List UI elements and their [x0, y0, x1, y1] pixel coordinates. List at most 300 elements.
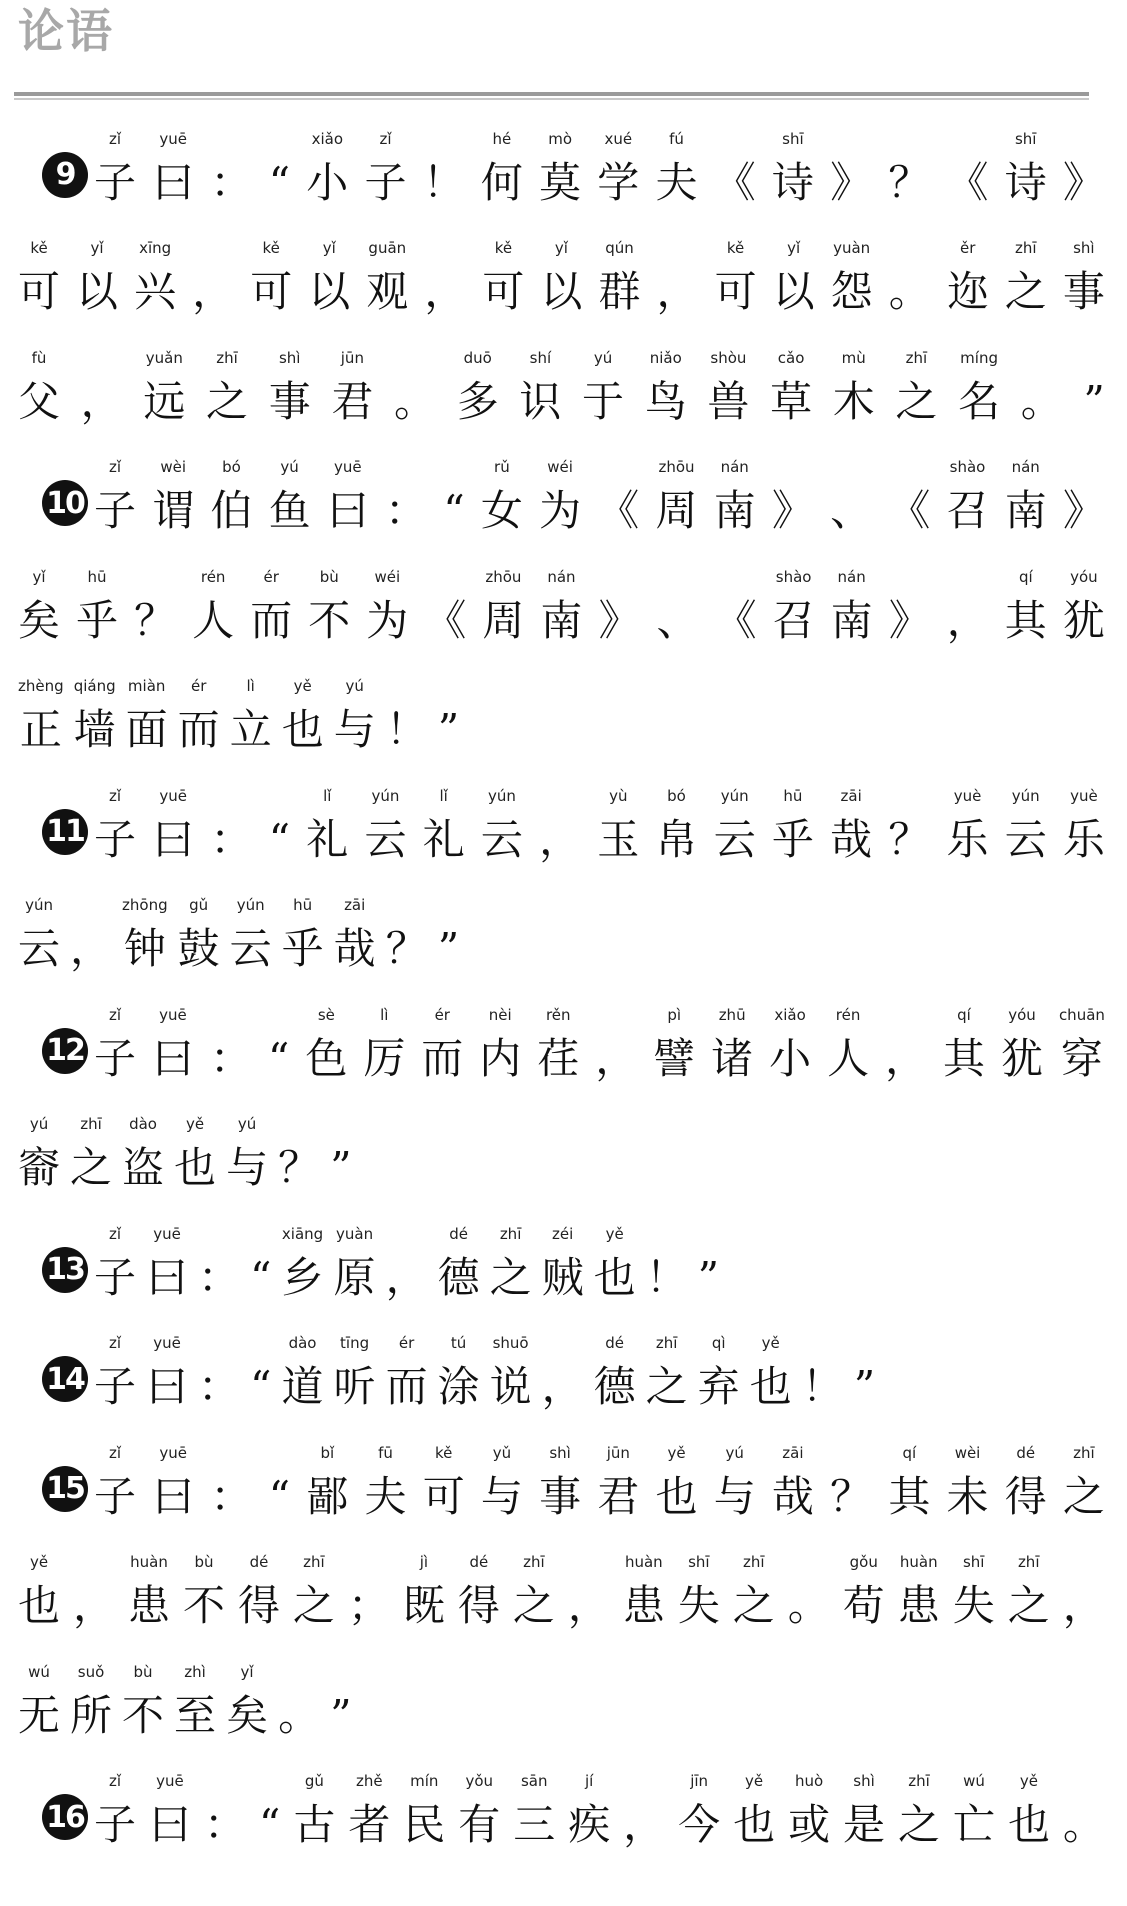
pinyin: bù: [194, 1553, 214, 1571]
character-with-pinyin: [482, 567, 525, 645]
pinyin: zhī: [303, 1553, 325, 1571]
hanzi: 是: [843, 1800, 886, 1849]
punctuation: 》: [771, 486, 814, 535]
hanzi: 亡: [952, 1800, 995, 1849]
hanzi: 识: [519, 376, 562, 426]
pinyin: nán: [837, 567, 866, 586]
punctuation: ！: [645, 1252, 688, 1302]
hanzi: 鄙: [306, 1471, 349, 1521]
character-with-pinyin: [237, 1553, 280, 1630]
character-with-pinyin: [827, 1005, 870, 1083]
hanzi: 南: [1004, 486, 1047, 535]
hanzi: 面: [125, 705, 168, 754]
pinyin: jūn: [606, 1443, 630, 1462]
pinyin: yóu: [1070, 567, 1098, 586]
pinyin: kě: [494, 239, 513, 257]
pinyin: zāi: [782, 1443, 804, 1462]
pinyin: shòu: [710, 348, 747, 367]
pinyin: qún: [605, 239, 634, 257]
pinyin: zhī: [1073, 1443, 1095, 1462]
pinyin: zhī: [905, 348, 928, 367]
pinyin: bǐ: [320, 1443, 335, 1462]
pinyin: zāi: [840, 786, 862, 805]
hanzi: 听: [333, 1362, 376, 1411]
hanzi: 不: [182, 1581, 225, 1630]
pinyin: bó: [667, 786, 686, 805]
character-with-pinyin: [127, 1553, 170, 1630]
punctuation: ？: [830, 1471, 873, 1521]
pinyin: xiǎo: [311, 129, 343, 148]
passage-11: [0, 765, 1127, 984]
character-with-pinyin: [770, 348, 813, 426]
character-with-pinyin: [94, 1224, 137, 1302]
hanzi: 可: [18, 267, 61, 316]
hanzi: 事: [1062, 267, 1105, 316]
hanzi: 内: [479, 1033, 522, 1083]
character-with-pinyin: [898, 1772, 941, 1849]
passage-number-badge: 14: [42, 1356, 88, 1402]
hanzi: 之: [489, 1252, 532, 1302]
character-with-pinyin: [771, 786, 814, 864]
pinyin: dé: [449, 1224, 468, 1243]
punctuation: ，: [595, 1033, 638, 1083]
character-with-pinyin: [946, 458, 989, 535]
character-with-pinyin: [94, 1443, 137, 1521]
pinyin: yù: [609, 786, 628, 805]
character-with-pinyin: [364, 129, 407, 207]
pinyin: mù: [841, 348, 866, 367]
hanzi: 德: [593, 1362, 636, 1411]
character-with-pinyin: [480, 129, 523, 207]
hanzi: 迩: [946, 267, 989, 316]
pinyin: yuàn: [833, 239, 871, 257]
character-with-pinyin: [1004, 567, 1047, 645]
character-with-pinyin: [226, 1662, 269, 1740]
pinyin: zhī: [1017, 1553, 1040, 1571]
character-with-pinyin: [94, 1334, 137, 1411]
hanzi: 召: [946, 486, 989, 535]
punctuation: “: [267, 1033, 290, 1083]
character-with-pinyin: [519, 348, 562, 426]
character-with-pinyin: [1062, 786, 1105, 864]
hanzi: 云: [713, 814, 756, 864]
punctuation: 。: [394, 376, 437, 426]
punctuation: ！: [801, 1362, 844, 1411]
pinyin: nèi: [488, 1005, 512, 1024]
character-with-pinyin: [593, 1224, 636, 1302]
pinyin: zhèng: [18, 677, 64, 695]
character-with-pinyin: [677, 1553, 720, 1630]
hanzi: 之: [1004, 267, 1047, 316]
hanzi: 观: [366, 267, 409, 316]
pinyin: yún: [1011, 786, 1040, 805]
pinyin: sān: [520, 1772, 548, 1790]
hanzi: 之: [1007, 1581, 1050, 1630]
character-with-pinyin: [177, 677, 220, 754]
hanzi: 鼓: [177, 924, 220, 973]
hanzi: 子: [94, 814, 137, 864]
text-line: [0, 1751, 1127, 1861]
pinyin: zhī: [80, 1115, 102, 1133]
character-with-pinyin: [366, 239, 409, 316]
pinyin: zǐ: [108, 1443, 122, 1462]
hanzi: 哉: [333, 924, 376, 973]
pinyin: bó: [222, 458, 241, 476]
hanzi: 可: [250, 267, 293, 316]
pinyin: yuē: [153, 1224, 181, 1243]
pinyin: yě: [293, 677, 312, 695]
punctuation: 《: [946, 157, 989, 207]
punctuation: ，: [72, 1581, 115, 1630]
hanzi: 与: [226, 1143, 269, 1192]
line-text: [18, 239, 1127, 316]
punctuation: 》: [598, 595, 641, 645]
pinyin: yuē: [334, 458, 362, 476]
pinyin: yě: [186, 1115, 205, 1133]
pinyin: kě: [726, 239, 745, 257]
character-with-pinyin: [250, 567, 293, 645]
character-with-pinyin: [174, 1662, 217, 1740]
character-with-pinyin: [943, 1005, 986, 1083]
pinyin: bù: [319, 567, 339, 586]
punctuation: ：: [203, 1800, 246, 1849]
hanzi: 色: [305, 1033, 348, 1083]
pinyin: yǐ: [322, 239, 336, 257]
character-with-pinyin: [457, 1553, 500, 1630]
pinyin: shì: [853, 1772, 875, 1790]
punctuation: 》: [888, 595, 931, 645]
passage-number-badge: 16: [42, 1794, 88, 1840]
punctuation: 》: [830, 157, 873, 207]
punctuation: 。: [787, 1581, 830, 1630]
hanzi: 窬: [18, 1143, 61, 1192]
character-with-pinyin: [182, 1553, 225, 1630]
passage-14: [0, 1313, 1127, 1423]
character-with-pinyin: [18, 239, 61, 316]
pinyin: yuè: [953, 786, 982, 805]
character-with-pinyin: [422, 1443, 465, 1521]
text-line: [0, 1094, 1127, 1204]
pinyin: xiǎo: [774, 1005, 806, 1024]
line-text: [94, 458, 1127, 535]
pinyin: qí: [902, 1443, 917, 1462]
passage-16: [0, 1751, 1127, 1861]
punctuation: “: [268, 157, 291, 207]
character-with-pinyin: [582, 348, 625, 426]
pinyin: yǐ: [90, 239, 104, 257]
line-text: [94, 1772, 1127, 1849]
passage-9: [0, 108, 1127, 437]
character-with-pinyin: [152, 1443, 195, 1521]
pinyin: jīn: [690, 1772, 709, 1790]
hanzi: 子: [94, 486, 137, 535]
pinyin: shì: [549, 1443, 571, 1462]
character-with-pinyin: [458, 1772, 501, 1849]
punctuation: “: [268, 814, 291, 864]
character-with-pinyin: [946, 1443, 989, 1521]
character-with-pinyin: [772, 567, 815, 645]
punctuation: 《: [714, 595, 757, 645]
character-with-pinyin: [192, 567, 235, 645]
hanzi: 不: [122, 1690, 165, 1740]
punctuation: ，: [541, 1362, 584, 1411]
hanzi: 怨: [830, 267, 873, 316]
character-with-pinyin: [70, 1662, 113, 1740]
passage-number-badge: 13: [42, 1247, 88, 1293]
text-line: [0, 875, 1127, 985]
pinyin: zhī: [216, 348, 238, 367]
pinyin: yuē: [159, 1443, 188, 1462]
line-text: [94, 1334, 1127, 1411]
character-with-pinyin: [711, 1005, 754, 1083]
punctuation: ！: [422, 157, 465, 207]
hanzi: 召: [772, 595, 815, 645]
punctuation: 《: [888, 486, 931, 535]
character-with-pinyin: [512, 1553, 555, 1630]
hanzi: 以: [772, 267, 815, 316]
pinyin: lǐ: [439, 786, 448, 805]
pinyin: kě: [30, 239, 48, 257]
hanzi: 以: [540, 267, 583, 316]
punctuation: ？: [134, 595, 177, 645]
pinyin: zǐ: [108, 458, 122, 476]
character-with-pinyin: [788, 1772, 831, 1849]
character-with-pinyin: [152, 129, 195, 207]
character-with-pinyin: [895, 348, 938, 426]
pinyin: yě: [745, 1772, 764, 1790]
hanzi: 荏: [537, 1033, 580, 1083]
hanzi: 有: [458, 1800, 501, 1849]
text-line: [0, 437, 1127, 547]
hanzi: 周: [655, 486, 698, 535]
character-with-pinyin: [152, 786, 195, 864]
character-with-pinyin: [952, 1772, 995, 1849]
character-with-pinyin: [306, 1443, 349, 1521]
hanzi: 子: [364, 157, 407, 207]
pinyin: dào: [129, 1115, 157, 1133]
pinyin: zhě: [356, 1772, 383, 1790]
pinyin: wú: [963, 1772, 985, 1790]
pinyin: huàn: [624, 1553, 663, 1571]
hanzi: 学: [597, 157, 640, 207]
character-with-pinyin: [513, 1772, 556, 1849]
pinyin: zhī: [743, 1553, 765, 1571]
punctuation: 、: [830, 486, 873, 535]
hanzi: 云: [229, 924, 272, 973]
passages-container: [0, 108, 1127, 1860]
character-with-pinyin: [593, 1334, 636, 1411]
character-with-pinyin: [713, 458, 756, 535]
punctuation: 。: [278, 1690, 321, 1740]
pinyin: yú: [345, 677, 364, 695]
punctuation: ”: [853, 1362, 876, 1411]
pinyin: shào: [775, 567, 812, 586]
punctuation: 》: [1062, 486, 1105, 535]
pinyin: gǔ: [189, 896, 209, 914]
hanzi: 既: [402, 1581, 445, 1630]
hanzi: 道: [281, 1362, 324, 1411]
pinyin: fù: [31, 348, 47, 367]
character-with-pinyin: [402, 1553, 445, 1630]
character-with-pinyin: [326, 458, 369, 535]
hanzi: 云: [18, 924, 61, 973]
hanzi: 为: [539, 486, 582, 535]
pinyin: shuō: [492, 1334, 529, 1352]
hanzi: 正: [19, 705, 62, 754]
pinyin: shī: [782, 129, 804, 148]
pinyin: míng: [960, 348, 998, 367]
character-with-pinyin: [539, 129, 582, 207]
hanzi: 可: [422, 1471, 465, 1521]
punctuation: ”: [330, 1690, 352, 1740]
pinyin: jí: [585, 1772, 594, 1790]
character-with-pinyin: [146, 1334, 189, 1411]
character-with-pinyin: [645, 1334, 688, 1411]
character-with-pinyin: [1007, 1772, 1050, 1849]
hanzi: 弃: [697, 1362, 740, 1411]
hanzi: 南: [830, 595, 873, 645]
character-with-pinyin: [122, 1115, 165, 1192]
hanzi: 也: [593, 1252, 636, 1302]
punctuation: 、: [656, 595, 699, 645]
hanzi: 盗: [122, 1143, 165, 1192]
character-with-pinyin: [281, 677, 324, 754]
pinyin: zǐ: [108, 786, 122, 805]
hanzi: 苟: [842, 1581, 885, 1630]
character-with-pinyin: [174, 1115, 217, 1192]
character-with-pinyin: [422, 786, 465, 864]
pinyin: gǒu: [849, 1553, 878, 1571]
character-with-pinyin: [946, 239, 989, 316]
hanzi: 人: [827, 1033, 870, 1083]
pinyin: yún: [25, 896, 53, 914]
character-with-pinyin: [697, 1334, 740, 1411]
pinyin: ér: [398, 1334, 415, 1352]
hanzi: 夫: [655, 157, 698, 207]
pinyin: suǒ: [77, 1662, 105, 1681]
hanzi: 何: [480, 157, 523, 207]
character-with-pinyin: [540, 239, 583, 316]
hanzi: 乎: [771, 814, 814, 864]
pinyin: yǐ: [240, 1662, 254, 1681]
character-with-pinyin: [480, 458, 523, 535]
pinyin: huàn: [130, 1553, 168, 1571]
character-with-pinyin: [421, 1005, 464, 1083]
hanzi: 子: [94, 1252, 137, 1302]
character-with-pinyin: [769, 1005, 812, 1083]
text-line: [0, 546, 1127, 656]
hanzi: 失: [677, 1581, 720, 1630]
line-text: [18, 1662, 1127, 1740]
character-with-pinyin: [479, 1005, 522, 1083]
character-with-pinyin: [568, 1772, 611, 1849]
punctuation: ，: [70, 924, 113, 973]
hanzi: 说: [489, 1362, 532, 1411]
pinyin: ér: [190, 677, 207, 695]
pinyin: zhōng: [122, 896, 168, 914]
character-with-pinyin: [364, 786, 407, 864]
hanzi: 事: [539, 1471, 582, 1521]
hanzi: 其: [1004, 595, 1047, 645]
character-with-pinyin: [333, 1224, 376, 1302]
pinyin: huò: [794, 1772, 824, 1790]
pinyin: yě: [29, 1553, 49, 1571]
hanzi: 也: [18, 1581, 61, 1630]
pinyin: lǐ: [323, 786, 332, 805]
hanzi: 曰: [152, 1471, 195, 1521]
hanzi: 之: [512, 1581, 555, 1630]
text-line: [0, 108, 1127, 218]
hanzi: 曰: [146, 1362, 189, 1411]
character-with-pinyin: [952, 1553, 995, 1630]
character-with-pinyin: [1004, 239, 1047, 316]
character-with-pinyin: [842, 1553, 885, 1630]
character-with-pinyin: [946, 786, 989, 864]
hanzi: 哉: [771, 1471, 814, 1521]
character-with-pinyin: [18, 677, 64, 754]
pinyin: wèi: [954, 1443, 981, 1462]
punctuation: ：: [385, 486, 428, 535]
pinyin: duō: [463, 348, 492, 367]
character-with-pinyin: [749, 1334, 792, 1411]
pinyin: zǐ: [108, 129, 122, 148]
punctuation: ：: [198, 1362, 241, 1411]
pinyin: lì: [380, 1005, 389, 1024]
header-divider: [14, 92, 1089, 96]
pinyin: jì: [419, 1553, 429, 1571]
character-with-pinyin: [210, 458, 253, 535]
pinyin: fú: [669, 129, 684, 148]
hanzi: 以: [76, 267, 119, 316]
pinyin: rén: [200, 567, 226, 586]
pinyin: yě: [667, 1443, 686, 1462]
pinyin: zǐ: [108, 1224, 122, 1243]
hanzi: 得: [237, 1581, 280, 1630]
pinyin: guān: [368, 239, 407, 257]
punctuation: “: [250, 1362, 272, 1411]
character-with-pinyin: [1004, 458, 1047, 535]
pinyin: zǐ: [108, 1772, 122, 1790]
pinyin: hū: [293, 896, 313, 914]
character-with-pinyin: [830, 786, 873, 864]
hanzi: 莫: [539, 157, 582, 207]
hanzi: 周: [482, 595, 525, 645]
character-with-pinyin: [76, 239, 119, 316]
character-with-pinyin: [366, 567, 409, 645]
hanzi: 曰: [326, 486, 369, 535]
hanzi: 与: [713, 1471, 756, 1521]
character-with-pinyin: [94, 129, 137, 207]
pinyin: pì: [667, 1005, 682, 1024]
punctuation: ”: [437, 705, 460, 754]
character-with-pinyin: [707, 348, 750, 426]
character-with-pinyin: [308, 239, 351, 316]
hanzi: 远: [143, 376, 186, 426]
hanzi: 乎: [281, 924, 324, 973]
hanzi: 之: [895, 376, 938, 426]
passage-number-badge: 10: [42, 480, 88, 526]
punctuation: ”: [437, 924, 460, 973]
pinyin: shì: [1073, 239, 1095, 257]
passage-number-badge: 15: [42, 1466, 88, 1512]
character-with-pinyin: [1004, 1443, 1047, 1521]
hanzi: 可: [482, 267, 525, 316]
pinyin: dé: [1016, 1443, 1036, 1462]
pinyin: qí: [1018, 567, 1033, 586]
character-with-pinyin: [714, 239, 757, 316]
hanzi: 患: [897, 1581, 940, 1630]
punctuation: 《: [713, 157, 756, 207]
